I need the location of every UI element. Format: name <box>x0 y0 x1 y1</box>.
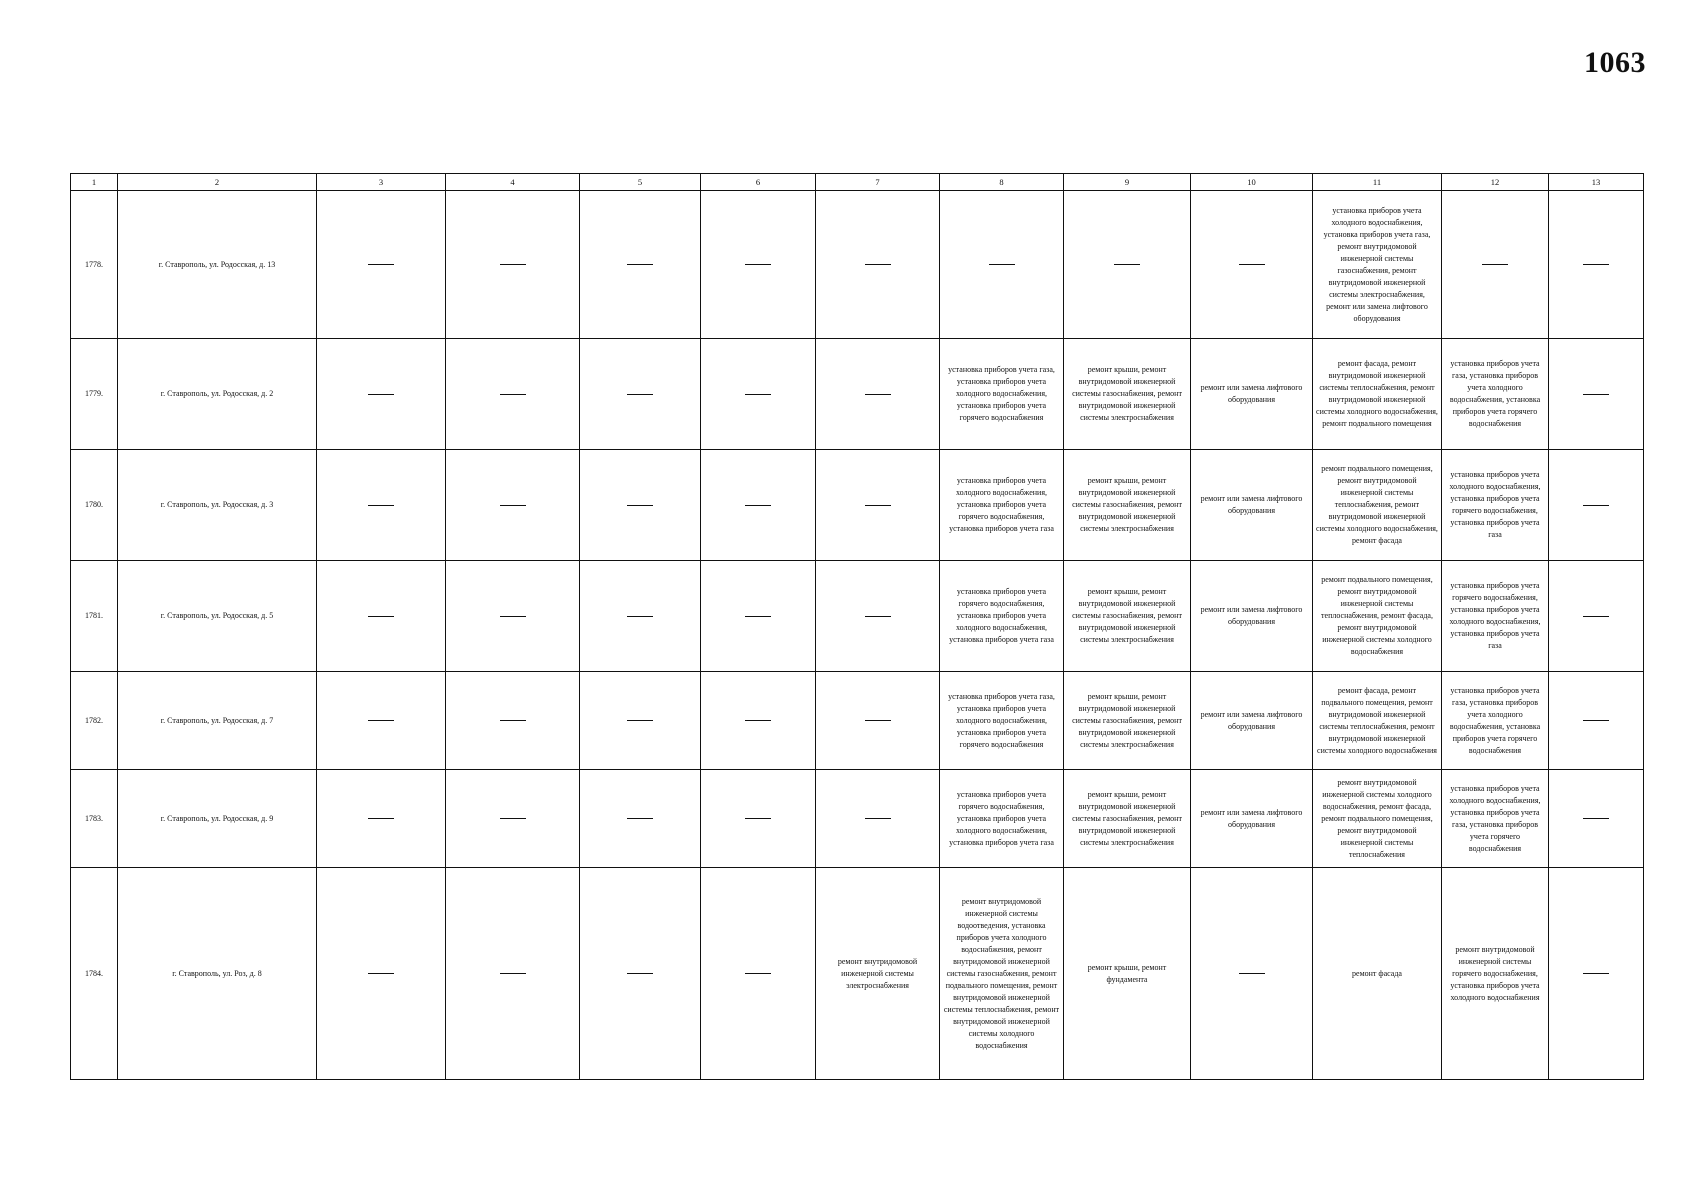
dash-mark <box>368 616 394 617</box>
empty-cell <box>1064 191 1191 339</box>
empty-cell <box>580 450 701 561</box>
empty-cell <box>446 672 580 770</box>
work-type-cell: ремонт или замена лифтового оборудования <box>1191 339 1313 450</box>
dash-mark <box>745 616 771 617</box>
work-type-cell: ремонт крыши, ремонт внутридомовой инженерной системы газоснабжения, ремонт внутридомовой инженерной системы электроснабжения <box>1064 672 1191 770</box>
dash-mark <box>368 505 394 506</box>
empty-cell <box>446 561 580 672</box>
work-type-cell: ремонт или замена лифтового оборудования <box>1191 770 1313 868</box>
empty-cell <box>580 868 701 1080</box>
dash-mark <box>1239 973 1265 974</box>
empty-cell <box>317 868 446 1080</box>
work-type-cell: ремонт крыши, ремонт внутридомовой инженерной системы газоснабжения, ремонт внутридомовой инженерной системы электроснабжения <box>1064 450 1191 561</box>
work-type-cell: установка приборов учета холодного водоснабжения, установка приборов учета газа, ремонт внутридомовой инженерной системы газоснабжения, ремонт внутридомовой инженерной системы электроснабжения, ремонт или замена лифтового оборудования <box>1313 191 1442 339</box>
dash-mark <box>627 720 653 721</box>
dash-mark <box>989 264 1015 265</box>
work-type-cell: ремонт или замена лифтового оборудования <box>1191 672 1313 770</box>
address-cell: г. Ставрополь, ул. Родосская, д. 13 <box>118 191 317 339</box>
column-header: 3 <box>317 174 446 191</box>
dash-mark <box>500 818 526 819</box>
work-type-cell: установка приборов учета газа, установка приборов учета холодного водоснабжения, установка приборов учета горячего водоснабжения <box>940 339 1064 450</box>
empty-cell <box>446 868 580 1080</box>
dash-mark <box>627 505 653 506</box>
dash-mark <box>1239 264 1265 265</box>
empty-cell <box>1549 561 1644 672</box>
empty-cell <box>1191 191 1313 339</box>
empty-cell <box>701 339 816 450</box>
column-header: 11 <box>1313 174 1442 191</box>
dash-mark <box>1583 394 1609 395</box>
empty-cell <box>816 672 940 770</box>
table-row <box>71 770 1644 868</box>
work-type-cell: ремонт внутридомовой инженерной системы горячего водоснабжения, установка приборов учета холодного водоснабжения <box>1442 868 1549 1080</box>
work-type-cell: ремонт крыши, ремонт внутридомовой инженерной системы газоснабжения, ремонт внутридомовой инженерной системы электроснабжения <box>1064 770 1191 868</box>
table-row <box>71 868 1644 1080</box>
dash-mark <box>627 394 653 395</box>
work-type-cell: установка приборов учета холодного водоснабжения, установка приборов учета газа, установка приборов учета горячего водоснабжения <box>1442 770 1549 868</box>
dash-mark <box>368 720 394 721</box>
empty-cell <box>940 191 1064 339</box>
page-number: 1063 <box>1584 46 1646 79</box>
dash-mark <box>500 505 526 506</box>
dash-mark <box>745 394 771 395</box>
dash-mark <box>865 394 891 395</box>
empty-cell <box>317 561 446 672</box>
empty-cell <box>580 561 701 672</box>
dash-mark <box>1583 616 1609 617</box>
dash-mark <box>1482 264 1508 265</box>
empty-cell <box>446 339 580 450</box>
row-number-cell: 1779. <box>71 339 118 450</box>
work-type-cell: ремонт подвального помещения, ремонт внутридомовой инженерной системы теплоснабжения, ремонт внутридомовой инженерной системы холодного водоснабжения, ремонт фасада <box>1313 450 1442 561</box>
dash-mark <box>1583 505 1609 506</box>
column-header: 13 <box>1549 174 1644 191</box>
empty-cell <box>701 770 816 868</box>
dash-mark <box>1583 720 1609 721</box>
dash-mark <box>368 394 394 395</box>
row-number-cell: 1784. <box>71 868 118 1080</box>
empty-cell <box>701 672 816 770</box>
empty-cell <box>1549 868 1644 1080</box>
dash-mark <box>865 818 891 819</box>
work-type-cell: ремонт или замена лифтового оборудования <box>1191 561 1313 672</box>
dash-mark <box>500 264 526 265</box>
work-type-cell: установка приборов учета горячего водоснабжения, установка приборов учета холодного водоснабжения, установка приборов учета газа <box>940 561 1064 672</box>
dash-mark <box>745 720 771 721</box>
row-number-cell: 1780. <box>71 450 118 561</box>
column-header: 8 <box>940 174 1064 191</box>
dash-mark <box>1583 264 1609 265</box>
empty-cell <box>816 339 940 450</box>
empty-cell <box>1549 770 1644 868</box>
work-type-cell: установка приборов учета газа, установка приборов учета холодного водоснабжения, установка приборов учета горячего водоснабжения <box>940 672 1064 770</box>
work-type-cell: ремонт фасада, ремонт подвального помещения, ремонт внутридомовой инженерной системы теплоснабжения, ремонт внутридомовой инженерной системы холодного водоснабжения <box>1313 672 1442 770</box>
empty-cell <box>1549 672 1644 770</box>
empty-cell <box>701 868 816 1080</box>
dash-mark <box>745 264 771 265</box>
column-header: 12 <box>1442 174 1549 191</box>
address-cell: г. Ставрополь, ул. Родосская, д. 3 <box>118 450 317 561</box>
address-cell: г. Ставрополь, ул. Родосская, д. 2 <box>118 339 317 450</box>
table-row <box>71 561 1644 672</box>
empty-cell <box>1549 191 1644 339</box>
empty-cell <box>580 191 701 339</box>
work-type-cell: ремонт крыши, ремонт внутридомовой инженерной системы газоснабжения, ремонт внутридомовой инженерной системы электроснабжения <box>1064 561 1191 672</box>
work-type-cell: ремонт или замена лифтового оборудования <box>1191 450 1313 561</box>
work-type-cell: ремонт внутридомовой инженерной системы электроснабжения <box>816 868 940 1080</box>
column-number-row <box>71 174 1644 191</box>
column-header: 5 <box>580 174 701 191</box>
dash-mark <box>1583 973 1609 974</box>
work-type-cell: ремонт подвального помещения, ремонт внутридомовой инженерной системы теплоснабжения, ремонт фасада, ремонт внутридомовой инженерной системы холодного водоснабжения <box>1313 561 1442 672</box>
work-type-cell: ремонт крыши, ремонт внутридомовой инженерной системы газоснабжения, ремонт внутридомовой инженерной системы электроснабжения <box>1064 339 1191 450</box>
column-header: 6 <box>701 174 816 191</box>
empty-cell <box>317 339 446 450</box>
empty-cell <box>446 191 580 339</box>
empty-cell <box>1442 191 1549 339</box>
address-cell: г. Ставрополь, ул. Роз, д. 8 <box>118 868 317 1080</box>
work-type-cell: установка приборов учета холодного водоснабжения, установка приборов учета горячего водоснабжения, установка приборов учета газа <box>1442 450 1549 561</box>
table-row <box>71 672 1644 770</box>
empty-cell <box>816 770 940 868</box>
dash-mark <box>745 973 771 974</box>
empty-cell <box>701 191 816 339</box>
dash-mark <box>865 264 891 265</box>
dash-mark <box>627 973 653 974</box>
empty-cell <box>1191 868 1313 1080</box>
empty-cell <box>816 191 940 339</box>
dash-mark <box>500 973 526 974</box>
row-number-cell: 1782. <box>71 672 118 770</box>
repair-register-table <box>70 173 1644 1080</box>
dash-mark <box>368 264 394 265</box>
dash-mark <box>627 818 653 819</box>
work-type-cell: ремонт внутридомовой инженерной системы холодного водоснабжения, ремонт фасада, ремонт подвального помещения, ремонт внутридомовой инженерной системы теплоснабжения <box>1313 770 1442 868</box>
work-type-cell: ремонт фасада <box>1313 868 1442 1080</box>
dash-mark <box>1114 264 1140 265</box>
work-type-cell: установка приборов учета газа, установка приборов учета холодного водоснабжения, установка приборов учета горячего водоснабжения <box>1442 339 1549 450</box>
dash-mark <box>500 394 526 395</box>
dash-mark <box>865 505 891 506</box>
empty-cell <box>701 561 816 672</box>
empty-cell <box>580 339 701 450</box>
work-type-cell: ремонт крыши, ремонт фундамента <box>1064 868 1191 1080</box>
table-row <box>71 339 1644 450</box>
empty-cell <box>580 770 701 868</box>
empty-cell <box>816 561 940 672</box>
empty-cell <box>701 450 816 561</box>
dash-mark <box>627 616 653 617</box>
table-row <box>71 191 1644 339</box>
empty-cell <box>446 770 580 868</box>
work-type-cell: установка приборов учета холодного водоснабжения, установка приборов учета горячего водоснабжения, установка приборов учета газа <box>940 450 1064 561</box>
column-header: 9 <box>1064 174 1191 191</box>
dash-mark <box>865 720 891 721</box>
dash-mark <box>865 616 891 617</box>
address-cell: г. Ставрополь, ул. Родосская, д. 9 <box>118 770 317 868</box>
empty-cell <box>1549 450 1644 561</box>
column-header: 10 <box>1191 174 1313 191</box>
row-number-cell: 1778. <box>71 191 118 339</box>
address-cell: г. Ставрополь, ул. Родосская, д. 7 <box>118 672 317 770</box>
address-cell: г. Ставрополь, ул. Родосская, д. 5 <box>118 561 317 672</box>
column-header: 4 <box>446 174 580 191</box>
work-type-cell: установка приборов учета газа, установка приборов учета холодного водоснабжения, установка приборов учета горячего водоснабжения <box>1442 672 1549 770</box>
work-type-cell: установка приборов учета горячего водоснабжения, установка приборов учета холодного водоснабжения, установка приборов учета газа <box>1442 561 1549 672</box>
empty-cell <box>317 672 446 770</box>
dash-mark <box>745 505 771 506</box>
dash-mark <box>368 818 394 819</box>
dash-mark <box>500 720 526 721</box>
dash-mark <box>1583 818 1609 819</box>
column-header: 1 <box>71 174 118 191</box>
dash-mark <box>745 818 771 819</box>
column-header: 7 <box>816 174 940 191</box>
table-row <box>71 450 1644 561</box>
empty-cell <box>317 450 446 561</box>
empty-cell <box>446 450 580 561</box>
empty-cell <box>317 191 446 339</box>
row-number-cell: 1783. <box>71 770 118 868</box>
work-type-cell: ремонт внутридомовой инженерной системы водоотведения, установка приборов учета холодного водоснабжения, ремонт внутридомовой инженерной системы газоснабжения, ремонт подвального помещения, ремонт внутридомовой инженерной системы теплоснабжения, ремонт внутридомовой инженерной системы холодного водоснабжения <box>940 868 1064 1080</box>
row-number-cell: 1781. <box>71 561 118 672</box>
empty-cell <box>816 450 940 561</box>
column-header: 2 <box>118 174 317 191</box>
empty-cell <box>317 770 446 868</box>
dash-mark <box>500 616 526 617</box>
dash-mark <box>368 973 394 974</box>
dash-mark <box>627 264 653 265</box>
empty-cell <box>1549 339 1644 450</box>
work-type-cell: ремонт фасада, ремонт внутридомовой инженерной системы теплоснабжения, ремонт внутридомовой инженерной системы холодного водоснабжения, ремонт подвального помещения <box>1313 339 1442 450</box>
work-type-cell: установка приборов учета горячего водоснабжения, установка приборов учета холодного водоснабжения, установка приборов учета газа <box>940 770 1064 868</box>
empty-cell <box>580 672 701 770</box>
